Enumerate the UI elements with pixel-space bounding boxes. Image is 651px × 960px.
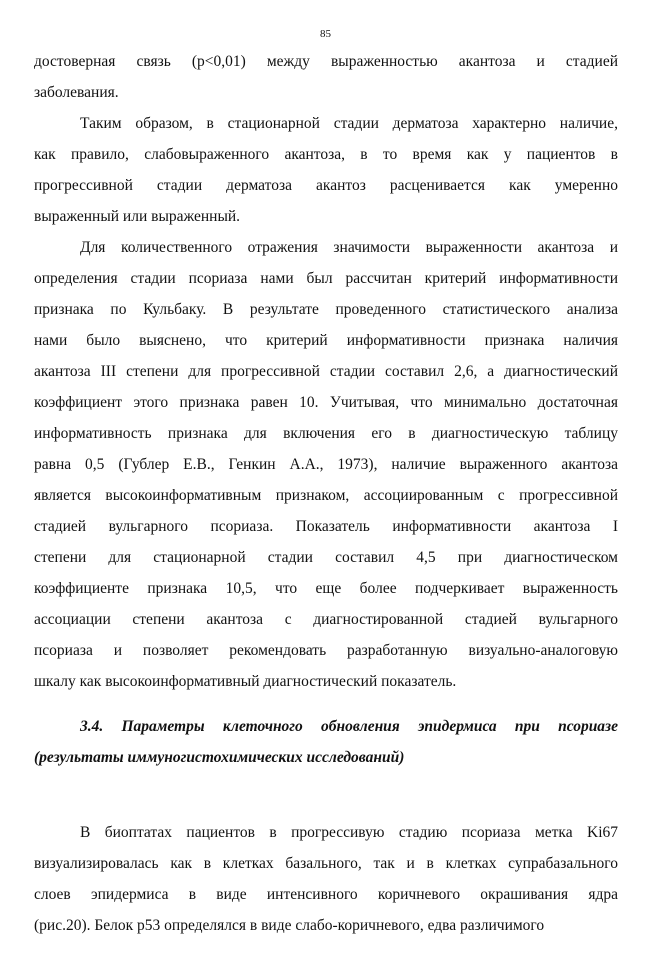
text-line: Таким образом, в стационарной стадии дерматоза характерно наличие, — [80, 115, 618, 132]
text-line: визуализировалась как в клетках базального, так и в клетках супрабазального — [34, 855, 618, 872]
text-line: слоев эпидермиса в виде интенсивного коричневого окрашивания ядра — [34, 886, 618, 903]
text-line: информативность признака для включения его в диагностическую таблицу — [34, 425, 618, 442]
page-number: 85 — [320, 28, 331, 40]
text-line: ассоциации степени акантоза с диагностированной стадией вульгарного — [34, 611, 618, 628]
text-line: В биоптатах пациентов в прогрессивую стадию псориаза метка Ki67 — [80, 824, 618, 841]
text-line: коэффициенте признака 10,5, что еще более подчеркивает выраженность — [34, 580, 618, 597]
text-line: стадией вульгарного псориаза. Показатель информативности акантоза I — [34, 518, 618, 535]
text-line: шкалу как высокоинформативный диагностический показатель. — [34, 673, 457, 690]
text-line: определения стадии псориаза нами был рассчитан критерий информативности — [34, 270, 618, 287]
text-line: прогрессивной стадии дерматоза акантоз расценивается как умеренно — [34, 177, 618, 194]
text-line: коэффициент этого признака равен 10. Учитывая, что минимально достаточная — [34, 394, 618, 411]
text-line: (рис.20). Белок p53 определялся в виде слабо-коричневого, едва различимого — [34, 917, 545, 934]
text-line: заболевания. — [34, 84, 119, 101]
text-line: акантоза III степени для прогрессивной стадии составил 2,6, а диагностический — [34, 363, 618, 380]
text-line: псориаза и позволяет рекомендовать разработанную визуально-аналоговую — [34, 642, 618, 659]
text-line: нами было выяснено, что критерий информативности признака наличия — [34, 332, 618, 349]
section-heading: 3.4. Параметры клеточного обновления эпидермиса при псориазе — [80, 718, 618, 735]
text-line: равна 0,5 (Гублер Е.В., Генкин А.А., 1973), наличие выраженного акантоза — [34, 456, 618, 473]
text-line: Для количественного отражения значимости выраженности акантоза и — [80, 239, 618, 256]
text-line: степени для стационарной стадии составил 4,5 при диагностическом — [34, 549, 618, 566]
text-line: выраженный или выраженный. — [34, 208, 241, 225]
text-line: признака по Кульбаку. В результате проведенного статистического анализа — [34, 301, 618, 318]
text-line: является высокоинформативным признаком, ассоциированным с прогрессивной — [34, 487, 618, 504]
section-subheading: (результаты иммуногистохимических исследований) — [34, 749, 405, 766]
text-line: как правило, слабовыраженного акантоза, в то время как у пациентов в — [34, 146, 618, 163]
text-line: достоверная связь (p<0,01) между выраженностью акантоза и стадией — [34, 53, 618, 70]
